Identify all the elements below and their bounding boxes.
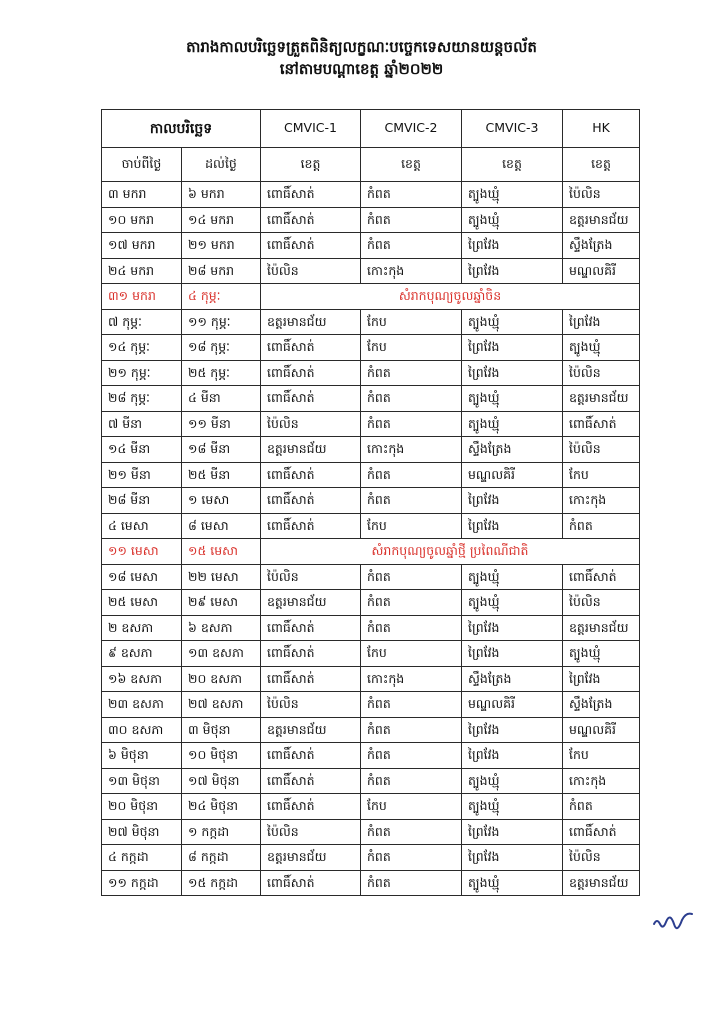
table-row — [102, 462, 640, 488]
cmvic-3-cell: ព្រៃវែង — [462, 717, 563, 743]
from-date-cell: ៦ មិថុនា — [102, 743, 182, 769]
table-header-row — [102, 110, 640, 148]
hk-cell: ឧត្តរមានជ័យ — [563, 615, 640, 641]
to-date-cell: ១១ កុម្ភៈ — [182, 309, 261, 335]
cmvic-2-cell: កំពត — [361, 768, 462, 794]
to-date-cell: ២៥ មីនា — [182, 462, 261, 488]
holiday-row — [102, 284, 640, 310]
cmvic-3-cell: ត្បូងឃ្មុំ — [462, 564, 563, 590]
cmvic-1-cell: ប៉ៃលិន — [261, 692, 361, 718]
cmvic-1-cell: ពោធិ៍សាត់ — [261, 386, 361, 412]
from-date-cell: ២៤ មករា — [102, 258, 182, 284]
hk-cell: ប៉ៃលិន — [563, 590, 640, 616]
cmvic-1-cell: ឧត្តរមានជ័យ — [261, 717, 361, 743]
cmvic-2-header: CMVIC-2 — [361, 110, 462, 148]
cmvic-2-cell: កំពត — [361, 692, 462, 718]
cmvic-3-cell: ព្រៃវែង — [462, 513, 563, 539]
cmvic-2-cell: កែប — [361, 309, 462, 335]
table-row — [102, 182, 640, 208]
hk-cell: ត្បូងឃ្មុំ — [563, 335, 640, 361]
cmvic-3-cell: ត្បូងឃ្មុំ — [462, 794, 563, 820]
table-row — [102, 309, 640, 335]
cmvic-2-cell: កំពត — [361, 590, 462, 616]
cmvic-3-cell: ត្បូងឃ្មុំ — [462, 182, 563, 208]
hk-cell: មណ្ឌលគិរី — [563, 258, 640, 284]
cmvic-3-cell: ស្ទឹងត្រែង — [462, 666, 563, 692]
table-row — [102, 641, 640, 667]
cmvic-2-cell: កំពត — [361, 207, 462, 233]
table-row — [102, 717, 640, 743]
hk-cell: កំពត — [563, 513, 640, 539]
hk-cell: កែប — [563, 462, 640, 488]
cmvic-2-cell: កំពត — [361, 615, 462, 641]
to-date-cell: ១៨ មីនា — [182, 437, 261, 463]
hk-cell: ពោធិ៍សាត់ — [563, 819, 640, 845]
hk-cell: កោះកុង — [563, 488, 640, 514]
to-date-cell: ១៥ មេសា — [182, 539, 261, 565]
cmvic-2-cell: កំពត — [361, 743, 462, 769]
hk-cell: ប៉ៃលិន — [563, 182, 640, 208]
cmvic-3-cell: ព្រៃវែង — [462, 743, 563, 769]
table-row — [102, 666, 640, 692]
cmvic-3-cell: ត្បូងឃ្មុំ — [462, 768, 563, 794]
to-date-cell: ២៥ កុម្ភៈ — [182, 360, 261, 386]
to-date-cell: ២៧ ឧសភា — [182, 692, 261, 718]
table-row — [102, 794, 640, 820]
cmvic-3-cell: មណ្ឌលគិរី — [462, 462, 563, 488]
hk-cell: ឧត្តរមានជ័យ — [563, 870, 640, 896]
cmvic-2-cell: កោះកុង — [361, 666, 462, 692]
cmvic-1-cell: ពោធិ៍សាត់ — [261, 360, 361, 386]
cmvic-2-cell: កំពត — [361, 233, 462, 259]
table-row — [102, 590, 640, 616]
cmvic-1-cell: ប៉ៃលិន — [261, 564, 361, 590]
hk-cell: ស្ទឹងត្រែង — [563, 233, 640, 259]
cmvic-3-cell: ព្រៃវែង — [462, 233, 563, 259]
cmvic-3-cell: ត្បូងឃ្មុំ — [462, 590, 563, 616]
to-date-cell: ១៣ ឧសភា — [182, 641, 261, 667]
from-date-cell: ១០ មករា — [102, 207, 182, 233]
table-row — [102, 488, 640, 514]
cmvic-3-cell: ត្បូងឃ្មុំ — [462, 386, 563, 412]
province-header: ខេត្ត — [563, 148, 640, 182]
province-header: ខេត្ត — [361, 148, 462, 182]
table-row — [102, 335, 640, 361]
cmvic-1-cell: ប៉ៃលិន — [261, 258, 361, 284]
table-subheader-row — [102, 148, 640, 182]
hk-cell: ប៉ៃលិន — [563, 845, 640, 871]
table-row — [102, 743, 640, 769]
from-date-cell: ១៦ ឧសភា — [102, 666, 182, 692]
hk-cell: ឧត្តរមានជ័យ — [563, 207, 640, 233]
to-date-cell: ១ កក្កដា — [182, 819, 261, 845]
table-row — [102, 819, 640, 845]
cmvic-1-cell: ពោធិ៍សាត់ — [261, 233, 361, 259]
to-date-cell: ៦ ឧសភា — [182, 615, 261, 641]
cmvic-3-cell: ព្រៃវែង — [462, 615, 563, 641]
from-date-cell: ១៤ កុម្ភៈ — [102, 335, 182, 361]
signature-mark — [650, 908, 702, 936]
to-date-cell: ១១ មីនា — [182, 411, 261, 437]
cmvic-2-cell: កែប — [361, 794, 462, 820]
document-subtitle: នៅតាមបណ្តាខេត្ត ឆ្នាំ២០២២ — [279, 60, 444, 78]
from-date-cell: ២០ មិថុនា — [102, 794, 182, 820]
table-row — [102, 615, 640, 641]
from-date-cell: ២៧ មិថុនា — [102, 819, 182, 845]
cmvic-1-cell: ឧត្តរមានជ័យ — [261, 845, 361, 871]
hk-cell: ព្រៃវែង — [563, 309, 640, 335]
table-row — [102, 207, 640, 233]
from-date-cell: ២៣ ឧសភា — [102, 692, 182, 718]
holiday-row — [102, 539, 640, 565]
province-header: ខេត្ត — [261, 148, 361, 182]
document-title: តារាងកាលបរិច្ឆេទត្រួតពិនិត្យលក្ខណៈបច្ចេកទេសយានយន្តចល័ត — [186, 38, 537, 56]
cmvic-2-cell: កំពត — [361, 845, 462, 871]
to-date-cell: ១០ មិថុនា — [182, 743, 261, 769]
from-date-cell: ៣០ ឧសភា — [102, 717, 182, 743]
cmvic-1-cell: ពោធិ៍សាត់ — [261, 743, 361, 769]
hk-cell: ឧត្តរមានជ័យ — [563, 386, 640, 412]
from-date-cell: ៤ កក្កដា — [102, 845, 182, 871]
hk-cell: ព្រៃវែង — [563, 666, 640, 692]
cmvic-1-cell: ពោធិ៍សាត់ — [261, 182, 361, 208]
from-date-cell: ១៤ មីនា — [102, 437, 182, 463]
cmvic-3-cell: ត្បូងឃ្មុំ — [462, 309, 563, 335]
cmvic-2-cell: កោះកុង — [361, 437, 462, 463]
cmvic-2-cell: កំពត — [361, 717, 462, 743]
from-date-cell: ២ ឧសភា — [102, 615, 182, 641]
hk-cell: កំពត — [563, 794, 640, 820]
holiday-note-cell: សំរាកបុណ្យចូលឆ្នាំចិន — [261, 284, 640, 310]
cmvic-3-cell: ព្រៃវែង — [462, 258, 563, 284]
to-date-cell: ១៨ កុម្ភៈ — [182, 335, 261, 361]
to-date-cell: ១៥ កក្កដា — [182, 870, 261, 896]
from-date-cell: ៣ មករា — [102, 182, 182, 208]
cmvic-1-cell: ពោធិ៍សាត់ — [261, 513, 361, 539]
table-row — [102, 768, 640, 794]
cmvic-1-cell: ឧត្តរមានជ័យ — [261, 437, 361, 463]
to-date-cell: ២២ មេសា — [182, 564, 261, 590]
to-date-cell: ៦ មករា — [182, 182, 261, 208]
cmvic-3-cell: ព្រៃវែង — [462, 360, 563, 386]
cmvic-2-cell: កំពត — [361, 488, 462, 514]
holiday-note-cell: សំរាកបុណ្យចូលឆ្នាំថ្មី ប្រពៃណីជាតិ — [261, 539, 640, 565]
from-date-cell: ១១ កក្កដា — [102, 870, 182, 896]
cmvic-1-cell: ប៉ៃលិន — [261, 819, 361, 845]
table-row — [102, 692, 640, 718]
cmvic-1-cell: ពោធិ៍សាត់ — [261, 641, 361, 667]
table-row — [102, 258, 640, 284]
schedule-header: កាលបរិច្ឆេទ — [102, 110, 261, 148]
cmvic-1-cell: ពោធិ៍សាត់ — [261, 462, 361, 488]
cmvic-1-cell: ឧត្តរមានជ័យ — [261, 590, 361, 616]
to-date-cell: ២១ មករា — [182, 233, 261, 259]
cmvic-1-cell: ប៉ៃលិន — [261, 411, 361, 437]
hk-header: HK — [563, 110, 640, 148]
from-date-cell: ២៨ មីនា — [102, 488, 182, 514]
from-date-cell: ៤ មេសា — [102, 513, 182, 539]
from-date-cell: ១៧ មករា — [102, 233, 182, 259]
to-date-cell: ៨ កក្កដា — [182, 845, 261, 871]
hk-cell: មណ្ឌលគិរី — [563, 717, 640, 743]
hk-cell: ស្ទឹងត្រែង — [563, 692, 640, 718]
to-date-cell: ៨ មេសា — [182, 513, 261, 539]
hk-cell: ពោធិ៍សាត់ — [563, 564, 640, 590]
hk-cell: ប៉ៃលិន — [563, 360, 640, 386]
schedule-table — [101, 109, 640, 896]
hk-cell: កោះកុង — [563, 768, 640, 794]
cmvic-2-cell: កែប — [361, 513, 462, 539]
cmvic-1-cell: ពោធិ៍សាត់ — [261, 615, 361, 641]
cmvic-2-cell: កំពត — [361, 819, 462, 845]
table-row — [102, 386, 640, 412]
cmvic-2-cell: កំពត — [361, 411, 462, 437]
cmvic-1-cell: ឧត្តរមានជ័យ — [261, 309, 361, 335]
to-date-cell: ១៤ មករា — [182, 207, 261, 233]
cmvic-1-cell: ពោធិ៍សាត់ — [261, 768, 361, 794]
from-date-cell: ២៥ មេសា — [102, 590, 182, 616]
cmvic-2-cell: កំពត — [361, 462, 462, 488]
cmvic-1-header: CMVIC-1 — [261, 110, 361, 148]
hk-cell: ប៉ៃលិន — [563, 437, 640, 463]
to-date-cell: ២០ ឧសភា — [182, 666, 261, 692]
to-date-cell: ៣ មិថុនា — [182, 717, 261, 743]
cmvic-3-cell: ស្ទឹងត្រែង — [462, 437, 563, 463]
cmvic-1-cell: ពោធិ៍សាត់ — [261, 870, 361, 896]
table-row — [102, 411, 640, 437]
from-date-cell: ១៣ មិថុនា — [102, 768, 182, 794]
cmvic-3-cell: ព្រៃវែង — [462, 819, 563, 845]
to-date-cell: ១ មេសា — [182, 488, 261, 514]
table-row — [102, 564, 640, 590]
to-date-cell: ២៤ មិថុនា — [182, 794, 261, 820]
hk-cell: កែប — [563, 743, 640, 769]
cmvic-1-cell: ពោធិ៍សាត់ — [261, 794, 361, 820]
from-date-cell: ២១ កុម្ភៈ — [102, 360, 182, 386]
table-row — [102, 870, 640, 896]
cmvic-3-cell: មណ្ឌលគិរី — [462, 692, 563, 718]
from-date-cell: ១៨ មេសា — [102, 564, 182, 590]
cmvic-3-cell: ព្រៃវែង — [462, 845, 563, 871]
to-date-cell: ២៩ មេសា — [182, 590, 261, 616]
cmvic-2-cell: កំពត — [361, 870, 462, 896]
from-date-cell: ៩ ឧសភា — [102, 641, 182, 667]
from-date-header: ចាប់ពីថ្ងៃ — [102, 148, 182, 182]
hk-cell: ត្បូងឃ្មុំ — [563, 641, 640, 667]
cmvic-3-header: CMVIC-3 — [462, 110, 563, 148]
from-date-cell: ២៨ កុម្ភៈ — [102, 386, 182, 412]
cmvic-1-cell: ពោធិ៍សាត់ — [261, 207, 361, 233]
cmvic-2-cell: កំពត — [361, 386, 462, 412]
from-date-cell: ៧ មីនា — [102, 411, 182, 437]
cmvic-2-cell: កែប — [361, 335, 462, 361]
cmvic-1-cell: ពោធិ៍សាត់ — [261, 666, 361, 692]
table-row — [102, 513, 640, 539]
cmvic-2-cell: កំពត — [361, 182, 462, 208]
to-date-header: ដល់ថ្ងៃ — [182, 148, 261, 182]
table-row — [102, 437, 640, 463]
to-date-cell: ៤ មីនា — [182, 386, 261, 412]
cmvic-3-cell: ព្រៃវែង — [462, 641, 563, 667]
to-date-cell: ២៨ មករា — [182, 258, 261, 284]
cmvic-3-cell: ត្បូងឃ្មុំ — [462, 411, 563, 437]
from-date-cell: ២១ មីនា — [102, 462, 182, 488]
hk-cell: ពោធិ៍សាត់ — [563, 411, 640, 437]
from-date-cell: ១១ មេសា — [102, 539, 182, 565]
cmvic-3-cell: ត្បូងឃ្មុំ — [462, 870, 563, 896]
province-header: ខេត្ត — [462, 148, 563, 182]
cmvic-1-cell: ពោធិ៍សាត់ — [261, 488, 361, 514]
cmvic-2-cell: កែប — [361, 641, 462, 667]
cmvic-3-cell: ព្រៃវែង — [462, 488, 563, 514]
cmvic-3-cell: ត្បូងឃ្មុំ — [462, 207, 563, 233]
cmvic-2-cell: កំពត — [361, 360, 462, 386]
table-row — [102, 360, 640, 386]
table-row — [102, 845, 640, 871]
to-date-cell: ៤ កុម្ភៈ — [182, 284, 261, 310]
cmvic-3-cell: ព្រៃវែង — [462, 335, 563, 361]
from-date-cell: ៣១ មករា — [102, 284, 182, 310]
cmvic-2-cell: កំពត — [361, 564, 462, 590]
from-date-cell: ៧ កុម្ភៈ — [102, 309, 182, 335]
table-row — [102, 233, 640, 259]
to-date-cell: ១៧ មិថុនា — [182, 768, 261, 794]
cmvic-1-cell: ពោធិ៍សាត់ — [261, 335, 361, 361]
cmvic-2-cell: កោះកុង — [361, 258, 462, 284]
